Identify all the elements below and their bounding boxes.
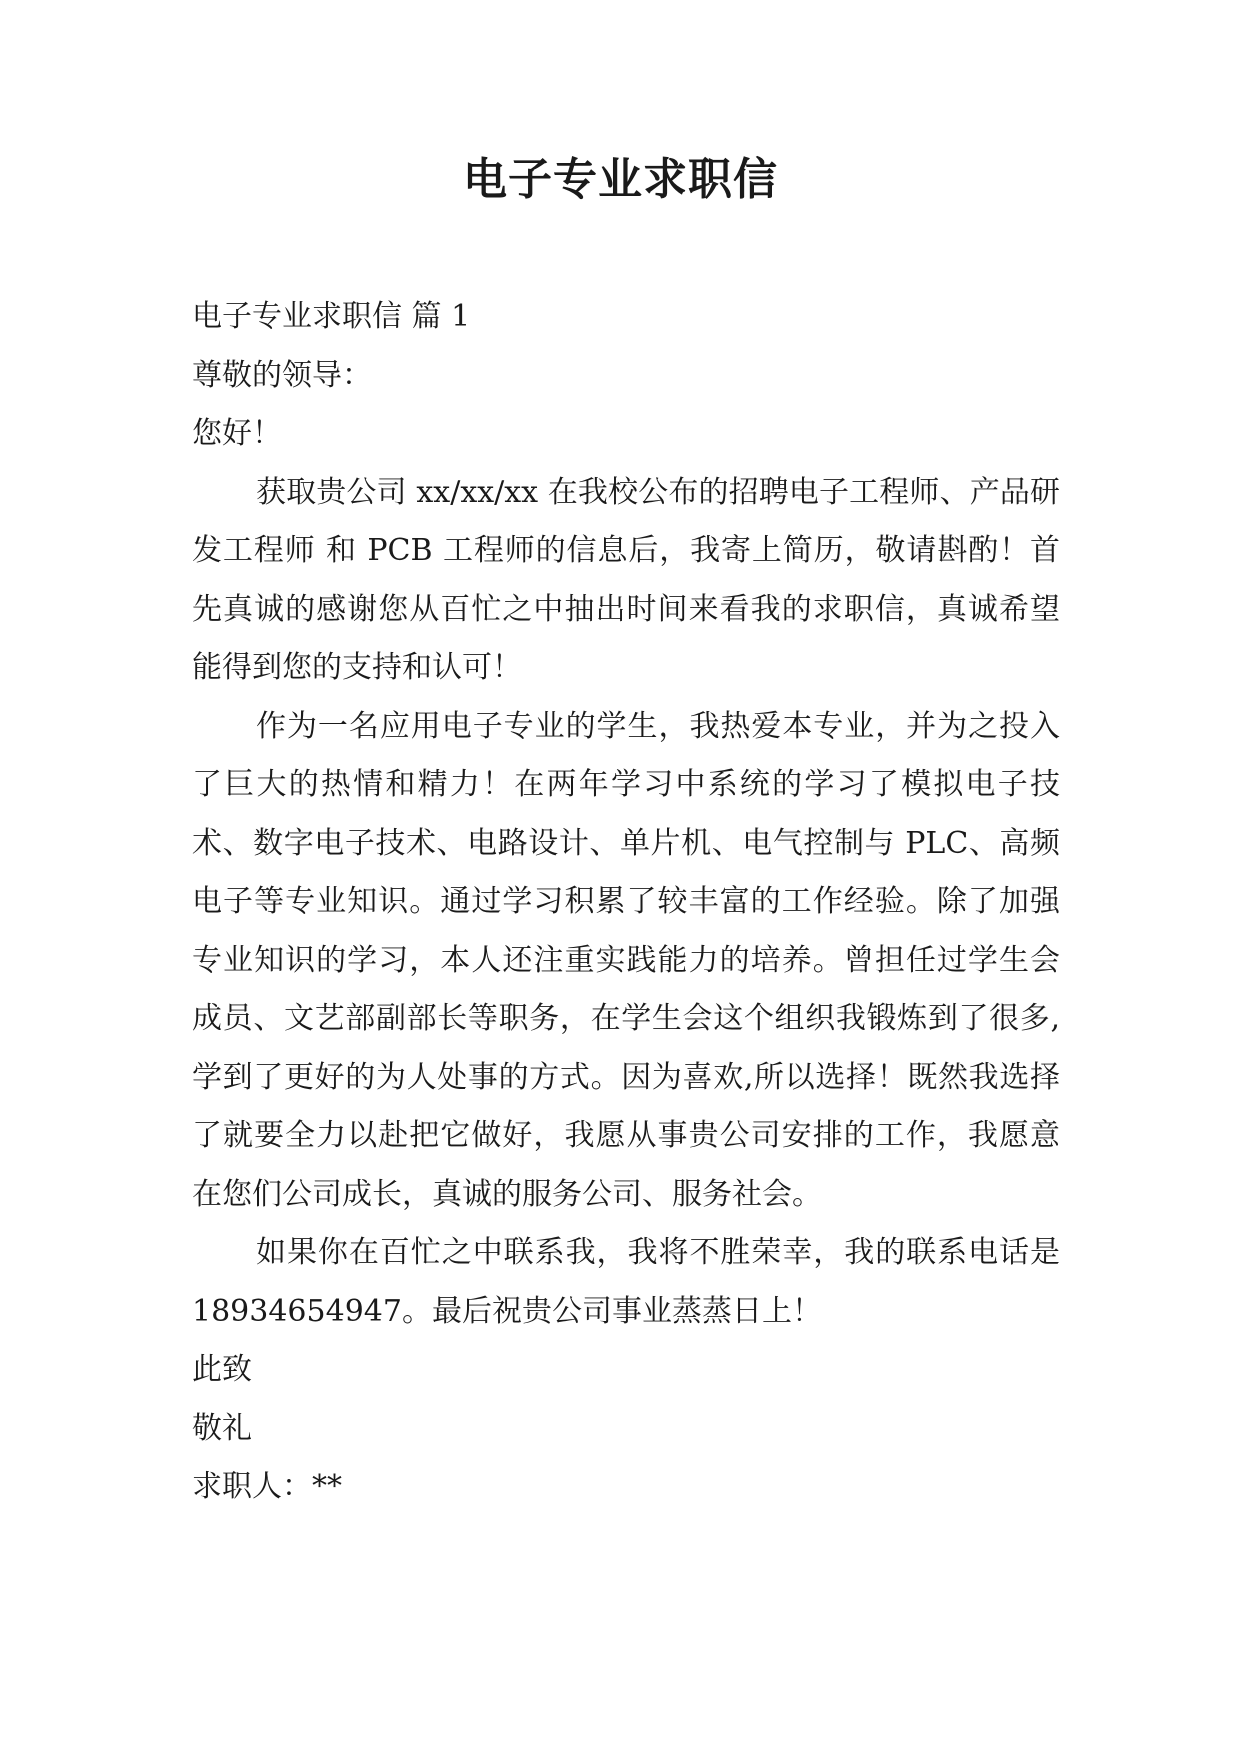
signature: 求职人：** (192, 1469, 342, 1504)
paragraph-background: 作为一名应用电子专业的学生，我热爱本专业，并为之投入了巨大的热情和精力！在两年学习中系统的学习了模拟电子技术、数字电子技术、电路设计、单片机、电气控制与 PLC、高频电子等专业知识。通过学习积累了较丰富的工作经验。除了加强专业知识的学习，本人还注重实践能力的培养。曾担任过学生会成员、文艺部副部长等职务，在学生会这个组织我锻炼到了很多,学到了更好的为人处事的方式。因为喜欢,所以选择！既然我选择了就要全力以赴把它做好，我愿从事贵公司安排的工作，我愿意在您们公司成长，真诚的服务公司、服务社会。 (192, 708, 1060, 1212)
document-title: 电子专业求职信 (463, 154, 778, 205)
paragraph-intro: 获取贵公司 xx/xx/xx 在我校公布的招聘电子工程师、产品研发工程师 和 PCB 工程师的信息后，我寄上简历，敬请斟酌！首先真诚的感谢您从百忙之中抽出时间来看我的求职信，真诚希望能得到您的支持和认可！ (192, 474, 1060, 685)
closing-line-2: 敬礼 (192, 1410, 252, 1446)
salutation: 尊敬的领导： (192, 357, 372, 393)
closing-line-1: 此致 (192, 1352, 252, 1387)
paragraph-contact: 如果你在百忙之中联系我，我将不胜荣幸，我的联系电话是 18934654947。最后祝贵公司事业蒸蒸日上！ (192, 1235, 1060, 1329)
greeting: 您好！ (192, 416, 282, 451)
letter-body (192, 288, 1060, 1517)
section-heading: 电子专业求职信 篇 1 (192, 299, 471, 334)
